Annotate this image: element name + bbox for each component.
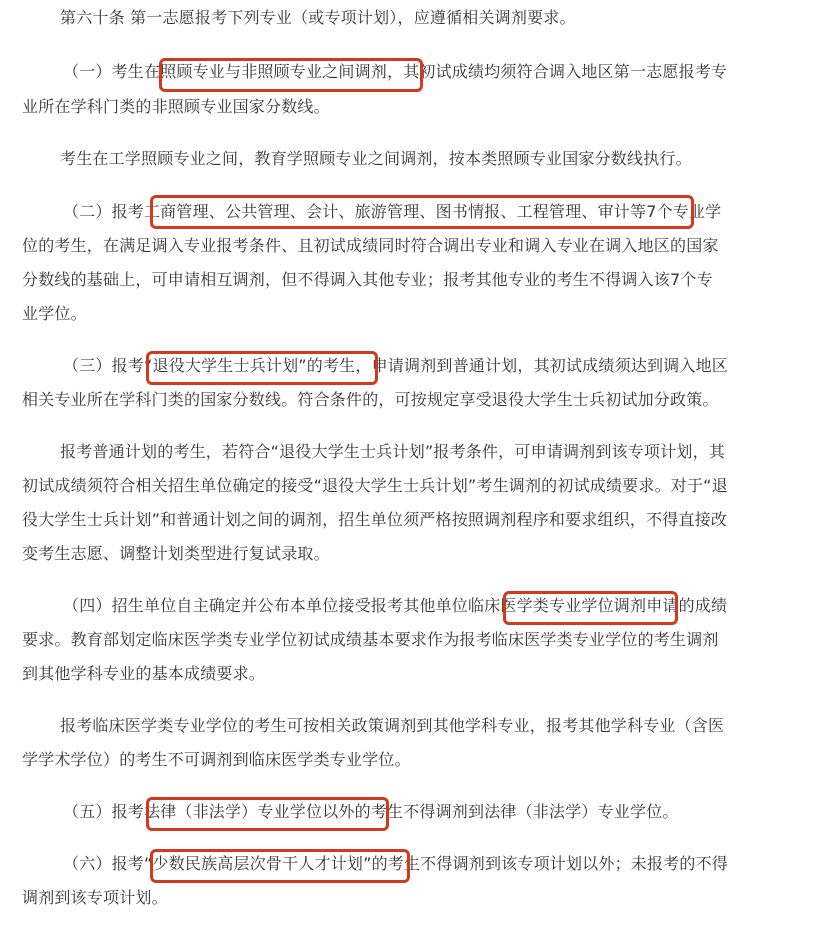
paragraph-3-line-1: （二）报考工商管理、公共管理、会计、旅游管理、图书情报、工程管理、审计等7个专业学: [63, 202, 722, 221]
paragraph-1-line-2: 业所在学科门类的非照顾专业国家分数线。: [22, 97, 330, 116]
paragraph-7-line-1: 报考临床医学类专业学位的考生可按相关政策调剂到其他学科专业，报考其他学科专业（含医: [60, 716, 725, 735]
paragraph-3-line-4: 业学位。: [22, 304, 87, 323]
paragraph-9-line-1: （六）报考“少数民族高层次骨干人才计划”的考生不得调剂到该专项计划以外；未报考的不得: [63, 854, 728, 873]
paragraph-5-line-4: 变考生志愿、调整计划类型进行复试录取。: [22, 544, 330, 563]
paragraph-5-line-2: 初试成绩须符合相关招生单位确定的接受“退役大学生士兵计划”考生调剂的初试成绩要求。对于“退: [22, 476, 728, 495]
paragraph-5-line-1: 报考普通计划的考生，若符合“退役大学生士兵计划”报考条件，可申请调剂到该专项计划，其: [60, 442, 725, 461]
paragraph-9-line-2: 调剂到该专项计划。: [22, 888, 168, 907]
paragraph-7-line-2: 学学术学位）的考生不可调剂到临床医学类专业学位。: [22, 750, 411, 769]
article-heading: 第六十条 第一志愿报考下列专业（或专项计划），应遵循相关调剂要求。: [60, 8, 576, 27]
paragraph-3-line-2: 位的考生，在满足调入专业报考条件、且初试成绩同时符合调出专业和调入专业在调入地区的国家: [22, 236, 719, 255]
paragraph-4-line-1: （三）报考“退役大学生士兵计划”的考生，申请调剂到普通计划，其初试成绩须达到调入地区: [63, 356, 728, 375]
paragraph-2-line-1: 考生在工学照顾专业之间，教育学照顾专业之间调剂，按本类照顾专业国家分数线执行。: [60, 149, 692, 168]
paragraph-6-line-1: （四）招生单位自主确定并公布本单位接受报考其他单位临床医学类专业学位调剂申请的成绩: [63, 596, 728, 615]
paragraph-1-line-1: （一）考生在照顾专业与非照顾专业之间调剂，其初试成绩均须符合调入地区第一志愿报考专: [63, 62, 728, 81]
paragraph-4-line-2: 相关专业所在学科门类的国家分数线。符合条件的，可按规定享受退役大学生士兵初试加分政策。: [22, 390, 719, 409]
paragraph-6-line-3: 到其他学科专业的基本成绩要求。: [22, 664, 266, 683]
paragraph-8-line-1: （五）报考法律（非法学）专业学位以外的考生不得调剂到法律（非法学）专业学位。: [63, 802, 679, 821]
paragraph-6-line-2: 要求。教育部划定临床医学类专业学位初试成绩基本要求作为报考临床医学类专业学位的考生调剂: [22, 630, 719, 649]
paragraph-5-line-3: 役大学生士兵计划”和普通计划之间的调剂，招生单位须严格按照调剂程序和要求组织，不得直接改: [22, 510, 728, 529]
paragraph-3-line-3: 分数线的基础上，可申请相互调剂，但不得调入其他专业；报考其他专业的考生不得调入该7个专: [22, 270, 713, 289]
